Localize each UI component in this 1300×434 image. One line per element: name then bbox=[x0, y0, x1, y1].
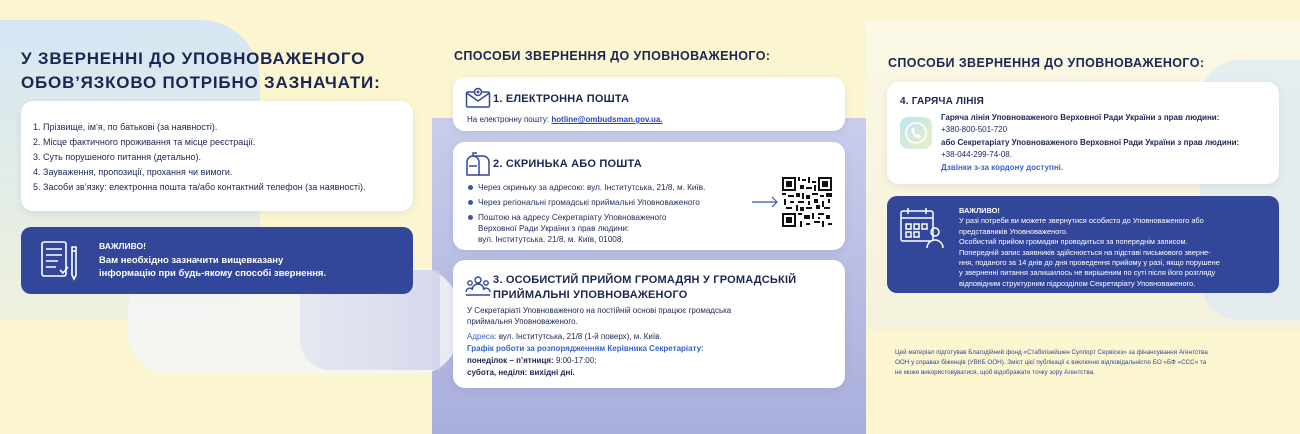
middle-title: СПОСОБИ ЗВЕРНЕННЯ ДО УПОВНОВАЖЕНОГО: bbox=[454, 49, 771, 63]
left-title-line2: ОБОВ’ЯЗКОВО ПОТРІБНО ЗАЗНАЧАТИ: bbox=[21, 73, 381, 92]
reception-heading bbox=[493, 273, 796, 303]
mail-bullet3-line3: вул. Інститутська, 21/8, м. Київ, 01008. bbox=[478, 235, 624, 244]
reception-weekend: субота, неділя: вихідні дні. bbox=[467, 368, 575, 377]
right-important-l7: відповідним структурним підрозділом Секретаріату Уповноваженого. bbox=[959, 278, 1196, 288]
hotline-phone-2[interactable]: +38-044-299-74-08. bbox=[941, 149, 1012, 159]
right-important-l6: у зверненні питання залишилось не вирішеним по суті після його розгляду bbox=[959, 268, 1216, 278]
reception-heading-line2: ПРИЙМАЛЬНІ УПОВНОВАЖЕНОГО bbox=[493, 289, 688, 301]
mail-bullet bbox=[467, 212, 767, 245]
mail-bullet: Через регіональні громадські приймальні Уповноваженого bbox=[467, 197, 767, 208]
phone-icon bbox=[900, 117, 932, 154]
reception-schedule-title: Графік роботи за розпорядженням Керівника Секретаріату: bbox=[467, 344, 704, 353]
right-important-l3: Особистий прийом громадян проводиться за попереднім записом. bbox=[959, 237, 1188, 247]
disclaimer bbox=[895, 348, 1208, 378]
hotline-label-1: Гаряча лінія Уповноваженого Верховної Ради України з прав людини: bbox=[941, 113, 1220, 122]
reception-address bbox=[467, 331, 837, 342]
left-important-text-2: інформацію при будь-якому способі звернення. bbox=[99, 268, 327, 279]
mailbox-icon bbox=[465, 152, 491, 181]
reception-heading-line1: 3. ОСОБИСТИЙ ПРИЙОМ ГРОМАДЯН У ГРОМАДСЬКІЙ bbox=[493, 274, 797, 286]
left-important-heading: ВАЖЛИВО! bbox=[99, 241, 146, 251]
reception-intro-line1: У Секретаріаті Уповноваженого на постійній основі працює громадська bbox=[467, 306, 732, 315]
list-item: 3. Суть порушеного питання (детально). bbox=[33, 152, 202, 162]
email-label: На електронну пошту: bbox=[467, 115, 550, 124]
right-important-l5: ння, поданого за 14 днів до дня проведення прийому у разі, якщо порушене bbox=[959, 258, 1220, 268]
arrow-right-icon bbox=[751, 195, 779, 213]
right-title: СПОСОБИ ЗВЕРНЕННЯ ДО УПОВНОВАЖЕНОГО: bbox=[888, 56, 1205, 70]
people-group-icon bbox=[465, 274, 491, 301]
list-item: 2. Місце фактичного проживання та місце реєстрації. bbox=[33, 137, 256, 147]
calendar-person-icon bbox=[899, 206, 945, 255]
disclaimer-l2: ООН у справах біженців (УВКБ ООН). Зміст цієї публікації є виключно відповідальністю БО «БФ «ССС» та bbox=[895, 359, 1207, 366]
hotline-heading: 4. ГАРЯЧА ЛІНІЯ bbox=[900, 96, 984, 107]
reception-weekdays-hours: 9:00-17:00; bbox=[555, 356, 597, 365]
hotline-label-2: або Секретаріату Уповноваженого Верховної Ради України з прав людини: bbox=[941, 138, 1240, 147]
right-important-l4: Попередній запис заявників здійснюється на підставі письмового зверне- bbox=[959, 247, 1211, 257]
mail-heading: 2. СКРИНЬКА АБО ПОШТА bbox=[493, 158, 642, 170]
reception-card bbox=[453, 260, 845, 388]
mail-bullet3-line1: Поштою на адресу Секретаріату Уповноваженого bbox=[478, 213, 667, 222]
list-item: 1. Прізвище, ім’я, по батькові (за наявності). bbox=[33, 122, 218, 132]
reception-weekdays bbox=[467, 355, 837, 366]
required-info-card bbox=[21, 101, 413, 211]
hotline-abroad: Дзвінки з-за кордону доступні. bbox=[941, 163, 1064, 172]
mail-card bbox=[453, 142, 845, 250]
right-important-l2: представників Уповноваженого. bbox=[959, 226, 1068, 236]
disclaimer-l1: Цей матеріал підготував Благодійний фонд «Стабілізейшен Суппорт Сервісез» за фінансування Агентства bbox=[895, 349, 1208, 356]
mail-list bbox=[467, 182, 767, 249]
required-info-list bbox=[33, 120, 401, 195]
left-title-line1: У ЗВЕРНЕННІ ДО УПОВНОВАЖЕНОГО bbox=[21, 49, 366, 68]
right-important-l1: У разі потреби ви можете звернутися особисто до Уповноваженого або bbox=[959, 216, 1204, 226]
qr-code-icon[interactable] bbox=[782, 177, 832, 232]
left-title bbox=[21, 47, 381, 95]
right-important-body bbox=[959, 206, 1220, 289]
reception-body bbox=[467, 305, 837, 378]
left-important-text-1: Вам необхідно зазначити вищевказану bbox=[99, 255, 284, 266]
left-important-box bbox=[21, 227, 413, 294]
reception-address-value: вул. Інститутська, 21/8 (1-й поверх), м. Київ. bbox=[498, 332, 662, 341]
email-heading: 1. ЕЛЕКТРОННА ПОШТА bbox=[493, 93, 630, 105]
email-card bbox=[453, 77, 845, 131]
hotline-phone-1[interactable]: +380-800-501-720 bbox=[941, 124, 1008, 134]
right-important-heading: ВАЖЛИВО! bbox=[959, 206, 1000, 215]
hotline-card bbox=[887, 82, 1279, 184]
mail-bullet3-line2: Верховної Ради України з прав людини: bbox=[478, 224, 630, 233]
mail-bullet: Через скриньку за адресою: вул. Інститутська, 21/8, м. Київ. bbox=[467, 182, 767, 193]
email-link[interactable]: hotline@ombudsman.gov.ua. bbox=[551, 115, 663, 124]
hotline-body bbox=[941, 112, 1239, 174]
reception-address-label: Адреса: bbox=[467, 332, 497, 341]
envelope-icon bbox=[465, 87, 491, 114]
list-item: 4. Зауваження, пропозиції, прохання чи вимоги. bbox=[33, 167, 233, 177]
reception-weekdays-label: понеділок – п’ятниця: bbox=[467, 356, 554, 365]
email-line bbox=[467, 114, 663, 125]
right-important-box bbox=[887, 196, 1279, 293]
reception-intro-line2: приймальня Уповноваженого. bbox=[467, 317, 578, 326]
list-item: 5. Засоби зв’язку: електронна пошта та/або контактний телефон (за наявності). bbox=[33, 182, 366, 192]
disclaimer-l3: не може використовуватися, щоб відображати точку зору Агентства. bbox=[895, 369, 1095, 376]
document-checklist-icon bbox=[38, 239, 84, 288]
